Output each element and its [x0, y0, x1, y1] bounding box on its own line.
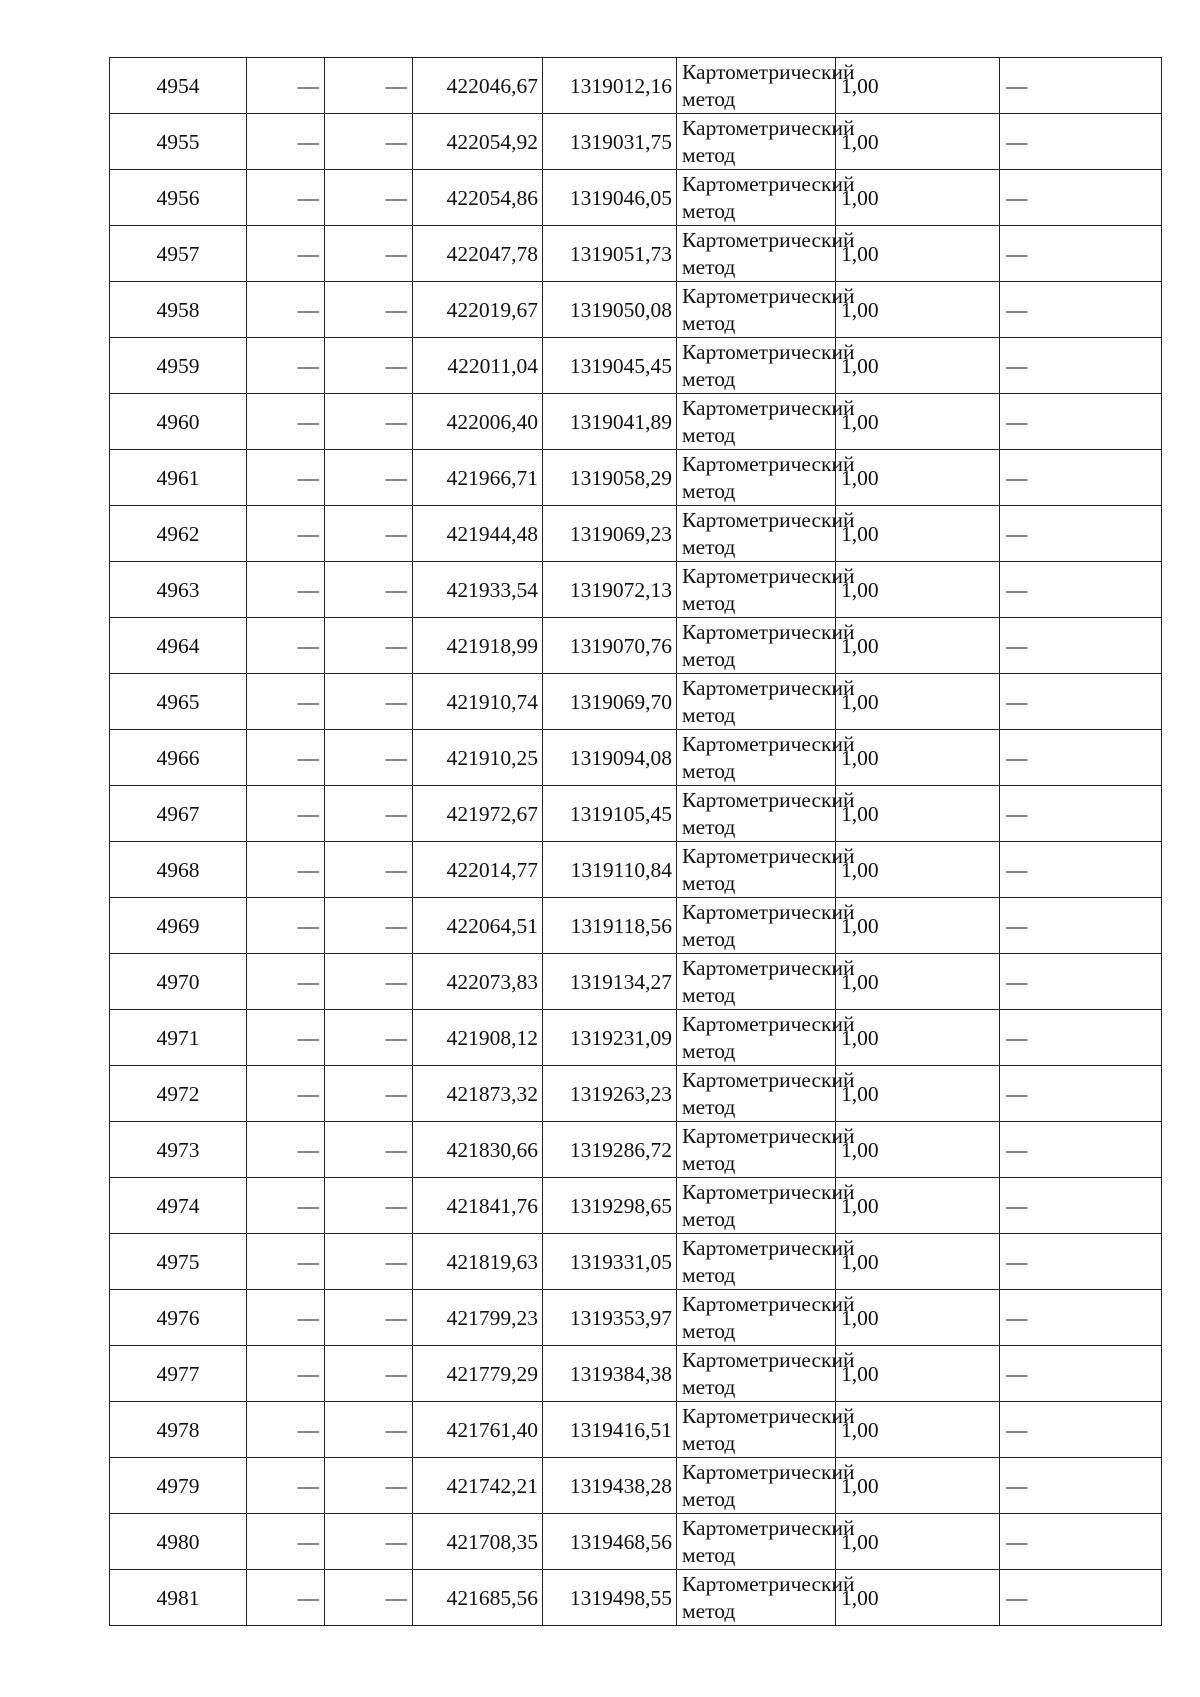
x-coordinate-cell: 421972,67 [413, 786, 543, 842]
accuracy-cell: 1,00 [836, 1570, 1000, 1626]
y-coordinate-cell: 1319031,75 [543, 114, 677, 170]
x-coordinate-cell: 421873,32 [413, 1066, 543, 1122]
point-number-cell: 4956 [110, 170, 247, 226]
y-coordinate-cell: 1319353,97 [543, 1290, 677, 1346]
table-row [110, 1458, 1162, 1514]
point-number-cell: 4965 [110, 674, 247, 730]
accuracy-cell: 1,00 [836, 954, 1000, 1010]
table-row [110, 506, 1162, 562]
empty-value-cell: — [247, 618, 325, 674]
table-row [110, 394, 1162, 450]
accuracy-cell: 1,00 [836, 170, 1000, 226]
table-row [110, 898, 1162, 954]
accuracy-cell: 1,00 [836, 394, 1000, 450]
empty-value-cell: — [247, 1066, 325, 1122]
point-number-cell: 4955 [110, 114, 247, 170]
method-cell: Картометрический метод [677, 58, 836, 114]
empty-value-cell: — [247, 1402, 325, 1458]
method-cell: Картометрический метод [677, 1570, 836, 1626]
point-number-cell: 4980 [110, 1514, 247, 1570]
table-body [110, 58, 1162, 1626]
point-number-cell: 4957 [110, 226, 247, 282]
table-row [110, 562, 1162, 618]
empty-value-cell: — [325, 1234, 413, 1290]
method-cell: Картометрический метод [677, 170, 836, 226]
x-coordinate-cell: 421933,54 [413, 562, 543, 618]
table-row [110, 1010, 1162, 1066]
empty-value-cell: — [1000, 1178, 1162, 1234]
empty-value-cell: — [247, 1514, 325, 1570]
method-cell: Картометрический метод [677, 562, 836, 618]
method-cell: Картометрический метод [677, 1234, 836, 1290]
method-cell: Картометрический метод [677, 1458, 836, 1514]
table-row [110, 954, 1162, 1010]
table-row [110, 1234, 1162, 1290]
x-coordinate-cell: 421685,56 [413, 1570, 543, 1626]
x-coordinate-cell: 421966,71 [413, 450, 543, 506]
method-cell: Картометрический метод [677, 1066, 836, 1122]
x-coordinate-cell: 421910,74 [413, 674, 543, 730]
accuracy-cell: 1,00 [836, 1514, 1000, 1570]
y-coordinate-cell: 1319134,27 [543, 954, 677, 1010]
x-coordinate-cell: 421910,25 [413, 730, 543, 786]
empty-value-cell: — [1000, 1514, 1162, 1570]
empty-value-cell: — [1000, 1234, 1162, 1290]
table-row [110, 1290, 1162, 1346]
empty-value-cell: — [325, 338, 413, 394]
x-coordinate-cell: 421830,66 [413, 1122, 543, 1178]
empty-value-cell: — [247, 1234, 325, 1290]
accuracy-cell: 1,00 [836, 898, 1000, 954]
x-coordinate-cell: 422011,04 [413, 338, 543, 394]
table-row [110, 730, 1162, 786]
y-coordinate-cell: 1319012,16 [543, 58, 677, 114]
empty-value-cell: — [325, 1066, 413, 1122]
x-coordinate-cell: 421944,48 [413, 506, 543, 562]
accuracy-cell: 1,00 [836, 1122, 1000, 1178]
method-cell: Картометрический метод [677, 1402, 836, 1458]
y-coordinate-cell: 1319058,29 [543, 450, 677, 506]
empty-value-cell: — [247, 506, 325, 562]
method-cell: Картометрический метод [677, 1290, 836, 1346]
accuracy-cell: 1,00 [836, 1346, 1000, 1402]
empty-value-cell: — [1000, 1570, 1162, 1626]
x-coordinate-cell: 422047,78 [413, 226, 543, 282]
accuracy-cell: 1,00 [836, 282, 1000, 338]
table-row [110, 1514, 1162, 1570]
accuracy-cell: 1,00 [836, 730, 1000, 786]
empty-value-cell: — [247, 282, 325, 338]
empty-value-cell: — [247, 1458, 325, 1514]
accuracy-cell: 1,00 [836, 1458, 1000, 1514]
empty-value-cell: — [247, 58, 325, 114]
x-coordinate-cell: 421708,35 [413, 1514, 543, 1570]
point-number-cell: 4964 [110, 618, 247, 674]
table-row [110, 1178, 1162, 1234]
point-number-cell: 4954 [110, 58, 247, 114]
empty-value-cell: — [1000, 226, 1162, 282]
table-row [110, 674, 1162, 730]
empty-value-cell: — [1000, 1290, 1162, 1346]
empty-value-cell: — [325, 562, 413, 618]
empty-value-cell: — [247, 450, 325, 506]
accuracy-cell: 1,00 [836, 114, 1000, 170]
y-coordinate-cell: 1319046,05 [543, 170, 677, 226]
point-number-cell: 4978 [110, 1402, 247, 1458]
method-cell: Картометрический метод [677, 506, 836, 562]
x-coordinate-cell: 421908,12 [413, 1010, 543, 1066]
method-cell: Картометрический метод [677, 338, 836, 394]
empty-value-cell: — [1000, 1458, 1162, 1514]
table-row [110, 786, 1162, 842]
empty-value-cell: — [325, 954, 413, 1010]
point-number-cell: 4977 [110, 1346, 247, 1402]
point-number-cell: 4970 [110, 954, 247, 1010]
empty-value-cell: — [325, 1010, 413, 1066]
method-cell: Картометрический метод [677, 730, 836, 786]
y-coordinate-cell: 1319045,45 [543, 338, 677, 394]
empty-value-cell: — [1000, 842, 1162, 898]
point-number-cell: 4963 [110, 562, 247, 618]
empty-value-cell: — [325, 1122, 413, 1178]
empty-value-cell: — [325, 618, 413, 674]
empty-value-cell: — [1000, 1010, 1162, 1066]
table-row [110, 1570, 1162, 1626]
method-cell: Картометрический метод [677, 1122, 836, 1178]
y-coordinate-cell: 1319105,45 [543, 786, 677, 842]
y-coordinate-cell: 1319051,73 [543, 226, 677, 282]
empty-value-cell: — [247, 114, 325, 170]
point-number-cell: 4966 [110, 730, 247, 786]
point-number-cell: 4972 [110, 1066, 247, 1122]
table-row [110, 450, 1162, 506]
method-cell: Картометрический метод [677, 1514, 836, 1570]
y-coordinate-cell: 1319331,05 [543, 1234, 677, 1290]
table-row [110, 282, 1162, 338]
empty-value-cell: — [1000, 58, 1162, 114]
point-number-cell: 4968 [110, 842, 247, 898]
y-coordinate-cell: 1319041,89 [543, 394, 677, 450]
x-coordinate-cell: 422054,92 [413, 114, 543, 170]
point-number-cell: 4979 [110, 1458, 247, 1514]
x-coordinate-cell: 422054,86 [413, 170, 543, 226]
accuracy-cell: 1,00 [836, 1234, 1000, 1290]
method-cell: Картометрический метод [677, 954, 836, 1010]
empty-value-cell: — [1000, 786, 1162, 842]
empty-value-cell: — [247, 954, 325, 1010]
empty-value-cell: — [325, 786, 413, 842]
y-coordinate-cell: 1319094,08 [543, 730, 677, 786]
empty-value-cell: — [247, 1010, 325, 1066]
point-number-cell: 4960 [110, 394, 247, 450]
x-coordinate-cell: 421918,99 [413, 618, 543, 674]
empty-value-cell: — [325, 506, 413, 562]
empty-value-cell: — [247, 226, 325, 282]
point-number-cell: 4981 [110, 1570, 247, 1626]
method-cell: Картометрический метод [677, 450, 836, 506]
empty-value-cell: — [247, 562, 325, 618]
method-cell: Картометрический метод [677, 1010, 836, 1066]
empty-value-cell: — [247, 170, 325, 226]
empty-value-cell: — [1000, 394, 1162, 450]
empty-value-cell: — [325, 114, 413, 170]
method-cell: Картометрический метод [677, 114, 836, 170]
y-coordinate-cell: 1319438,28 [543, 1458, 677, 1514]
empty-value-cell: — [1000, 954, 1162, 1010]
method-cell: Картометрический метод [677, 898, 836, 954]
accuracy-cell: 1,00 [836, 618, 1000, 674]
empty-value-cell: — [325, 282, 413, 338]
empty-value-cell: — [325, 170, 413, 226]
x-coordinate-cell: 421742,21 [413, 1458, 543, 1514]
table-row [110, 170, 1162, 226]
y-coordinate-cell: 1319468,56 [543, 1514, 677, 1570]
point-number-cell: 4974 [110, 1178, 247, 1234]
x-coordinate-cell: 422046,67 [413, 58, 543, 114]
x-coordinate-cell: 421761,40 [413, 1402, 543, 1458]
x-coordinate-cell: 422019,67 [413, 282, 543, 338]
y-coordinate-cell: 1319384,38 [543, 1346, 677, 1402]
empty-value-cell: — [325, 730, 413, 786]
method-cell: Картометрический метод [677, 282, 836, 338]
empty-value-cell: — [247, 338, 325, 394]
empty-value-cell: — [247, 1570, 325, 1626]
accuracy-cell: 1,00 [836, 1402, 1000, 1458]
empty-value-cell: — [1000, 1122, 1162, 1178]
point-number-cell: 4967 [110, 786, 247, 842]
empty-value-cell: — [1000, 1346, 1162, 1402]
table-row [110, 226, 1162, 282]
empty-value-cell: — [325, 1458, 413, 1514]
empty-value-cell: — [1000, 562, 1162, 618]
y-coordinate-cell: 1319231,09 [543, 1010, 677, 1066]
y-coordinate-cell: 1319416,51 [543, 1402, 677, 1458]
empty-value-cell: — [247, 1346, 325, 1402]
accuracy-cell: 1,00 [836, 1066, 1000, 1122]
method-cell: Картометрический метод [677, 1346, 836, 1402]
table-row [110, 1346, 1162, 1402]
empty-value-cell: — [247, 730, 325, 786]
empty-value-cell: — [247, 898, 325, 954]
method-cell: Картометрический метод [677, 674, 836, 730]
point-number-cell: 4959 [110, 338, 247, 394]
empty-value-cell: — [1000, 282, 1162, 338]
accuracy-cell: 1,00 [836, 1010, 1000, 1066]
accuracy-cell: 1,00 [836, 842, 1000, 898]
x-coordinate-cell: 421841,76 [413, 1178, 543, 1234]
empty-value-cell: — [1000, 898, 1162, 954]
point-number-cell: 4969 [110, 898, 247, 954]
empty-value-cell: — [1000, 506, 1162, 562]
empty-value-cell: — [247, 1290, 325, 1346]
accuracy-cell: 1,00 [836, 450, 1000, 506]
method-cell: Картометрический метод [677, 842, 836, 898]
y-coordinate-cell: 1319069,70 [543, 674, 677, 730]
accuracy-cell: 1,00 [836, 506, 1000, 562]
table-row [110, 842, 1162, 898]
y-coordinate-cell: 1319072,13 [543, 562, 677, 618]
accuracy-cell: 1,00 [836, 338, 1000, 394]
point-number-cell: 4958 [110, 282, 247, 338]
accuracy-cell: 1,00 [836, 786, 1000, 842]
x-coordinate-cell: 421819,63 [413, 1234, 543, 1290]
x-coordinate-cell: 422014,77 [413, 842, 543, 898]
coordinates-table [109, 57, 1162, 1626]
method-cell: Картометрический метод [677, 1178, 836, 1234]
empty-value-cell: — [1000, 114, 1162, 170]
method-cell: Картометрический метод [677, 394, 836, 450]
method-cell: Картометрический метод [677, 618, 836, 674]
empty-value-cell: — [1000, 618, 1162, 674]
x-coordinate-cell: 422073,83 [413, 954, 543, 1010]
accuracy-cell: 1,00 [836, 226, 1000, 282]
empty-value-cell: — [325, 58, 413, 114]
accuracy-cell: 1,00 [836, 562, 1000, 618]
x-coordinate-cell: 421779,29 [413, 1346, 543, 1402]
empty-value-cell: — [1000, 450, 1162, 506]
table-row [110, 338, 1162, 394]
y-coordinate-cell: 1319110,84 [543, 842, 677, 898]
empty-value-cell: — [325, 674, 413, 730]
empty-value-cell: — [247, 786, 325, 842]
empty-value-cell: — [1000, 674, 1162, 730]
point-number-cell: 4973 [110, 1122, 247, 1178]
empty-value-cell: — [247, 674, 325, 730]
point-number-cell: 4962 [110, 506, 247, 562]
point-number-cell: 4961 [110, 450, 247, 506]
point-number-cell: 4976 [110, 1290, 247, 1346]
empty-value-cell: — [1000, 730, 1162, 786]
y-coordinate-cell: 1319286,72 [543, 1122, 677, 1178]
point-number-cell: 4971 [110, 1010, 247, 1066]
accuracy-cell: 1,00 [836, 674, 1000, 730]
y-coordinate-cell: 1319298,65 [543, 1178, 677, 1234]
y-coordinate-cell: 1319050,08 [543, 282, 677, 338]
table-row [110, 114, 1162, 170]
empty-value-cell: — [325, 842, 413, 898]
empty-value-cell: — [325, 1402, 413, 1458]
empty-value-cell: — [247, 394, 325, 450]
accuracy-cell: 1,00 [836, 1178, 1000, 1234]
y-coordinate-cell: 1319118,56 [543, 898, 677, 954]
table-row [110, 1402, 1162, 1458]
table-row [110, 58, 1162, 114]
table-row [110, 1066, 1162, 1122]
empty-value-cell: — [325, 226, 413, 282]
empty-value-cell: — [247, 842, 325, 898]
table-row [110, 1122, 1162, 1178]
x-coordinate-cell: 421799,23 [413, 1290, 543, 1346]
empty-value-cell: — [247, 1122, 325, 1178]
empty-value-cell: — [325, 394, 413, 450]
accuracy-cell: 1,00 [836, 58, 1000, 114]
empty-value-cell: — [1000, 1402, 1162, 1458]
x-coordinate-cell: 422006,40 [413, 394, 543, 450]
empty-value-cell: — [247, 1178, 325, 1234]
table-row [110, 618, 1162, 674]
x-coordinate-cell: 422064,51 [413, 898, 543, 954]
y-coordinate-cell: 1319263,23 [543, 1066, 677, 1122]
empty-value-cell: — [1000, 338, 1162, 394]
y-coordinate-cell: 1319069,23 [543, 506, 677, 562]
empty-value-cell: — [1000, 1066, 1162, 1122]
method-cell: Картометрический метод [677, 226, 836, 282]
y-coordinate-cell: 1319498,55 [543, 1570, 677, 1626]
empty-value-cell: — [1000, 170, 1162, 226]
empty-value-cell: — [325, 898, 413, 954]
empty-value-cell: — [325, 1514, 413, 1570]
empty-value-cell: — [325, 1178, 413, 1234]
empty-value-cell: — [325, 1290, 413, 1346]
empty-value-cell: — [325, 1570, 413, 1626]
y-coordinate-cell: 1319070,76 [543, 618, 677, 674]
empty-value-cell: — [325, 450, 413, 506]
empty-value-cell: — [325, 1346, 413, 1402]
accuracy-cell: 1,00 [836, 1290, 1000, 1346]
method-cell: Картометрический метод [677, 786, 836, 842]
point-number-cell: 4975 [110, 1234, 247, 1290]
